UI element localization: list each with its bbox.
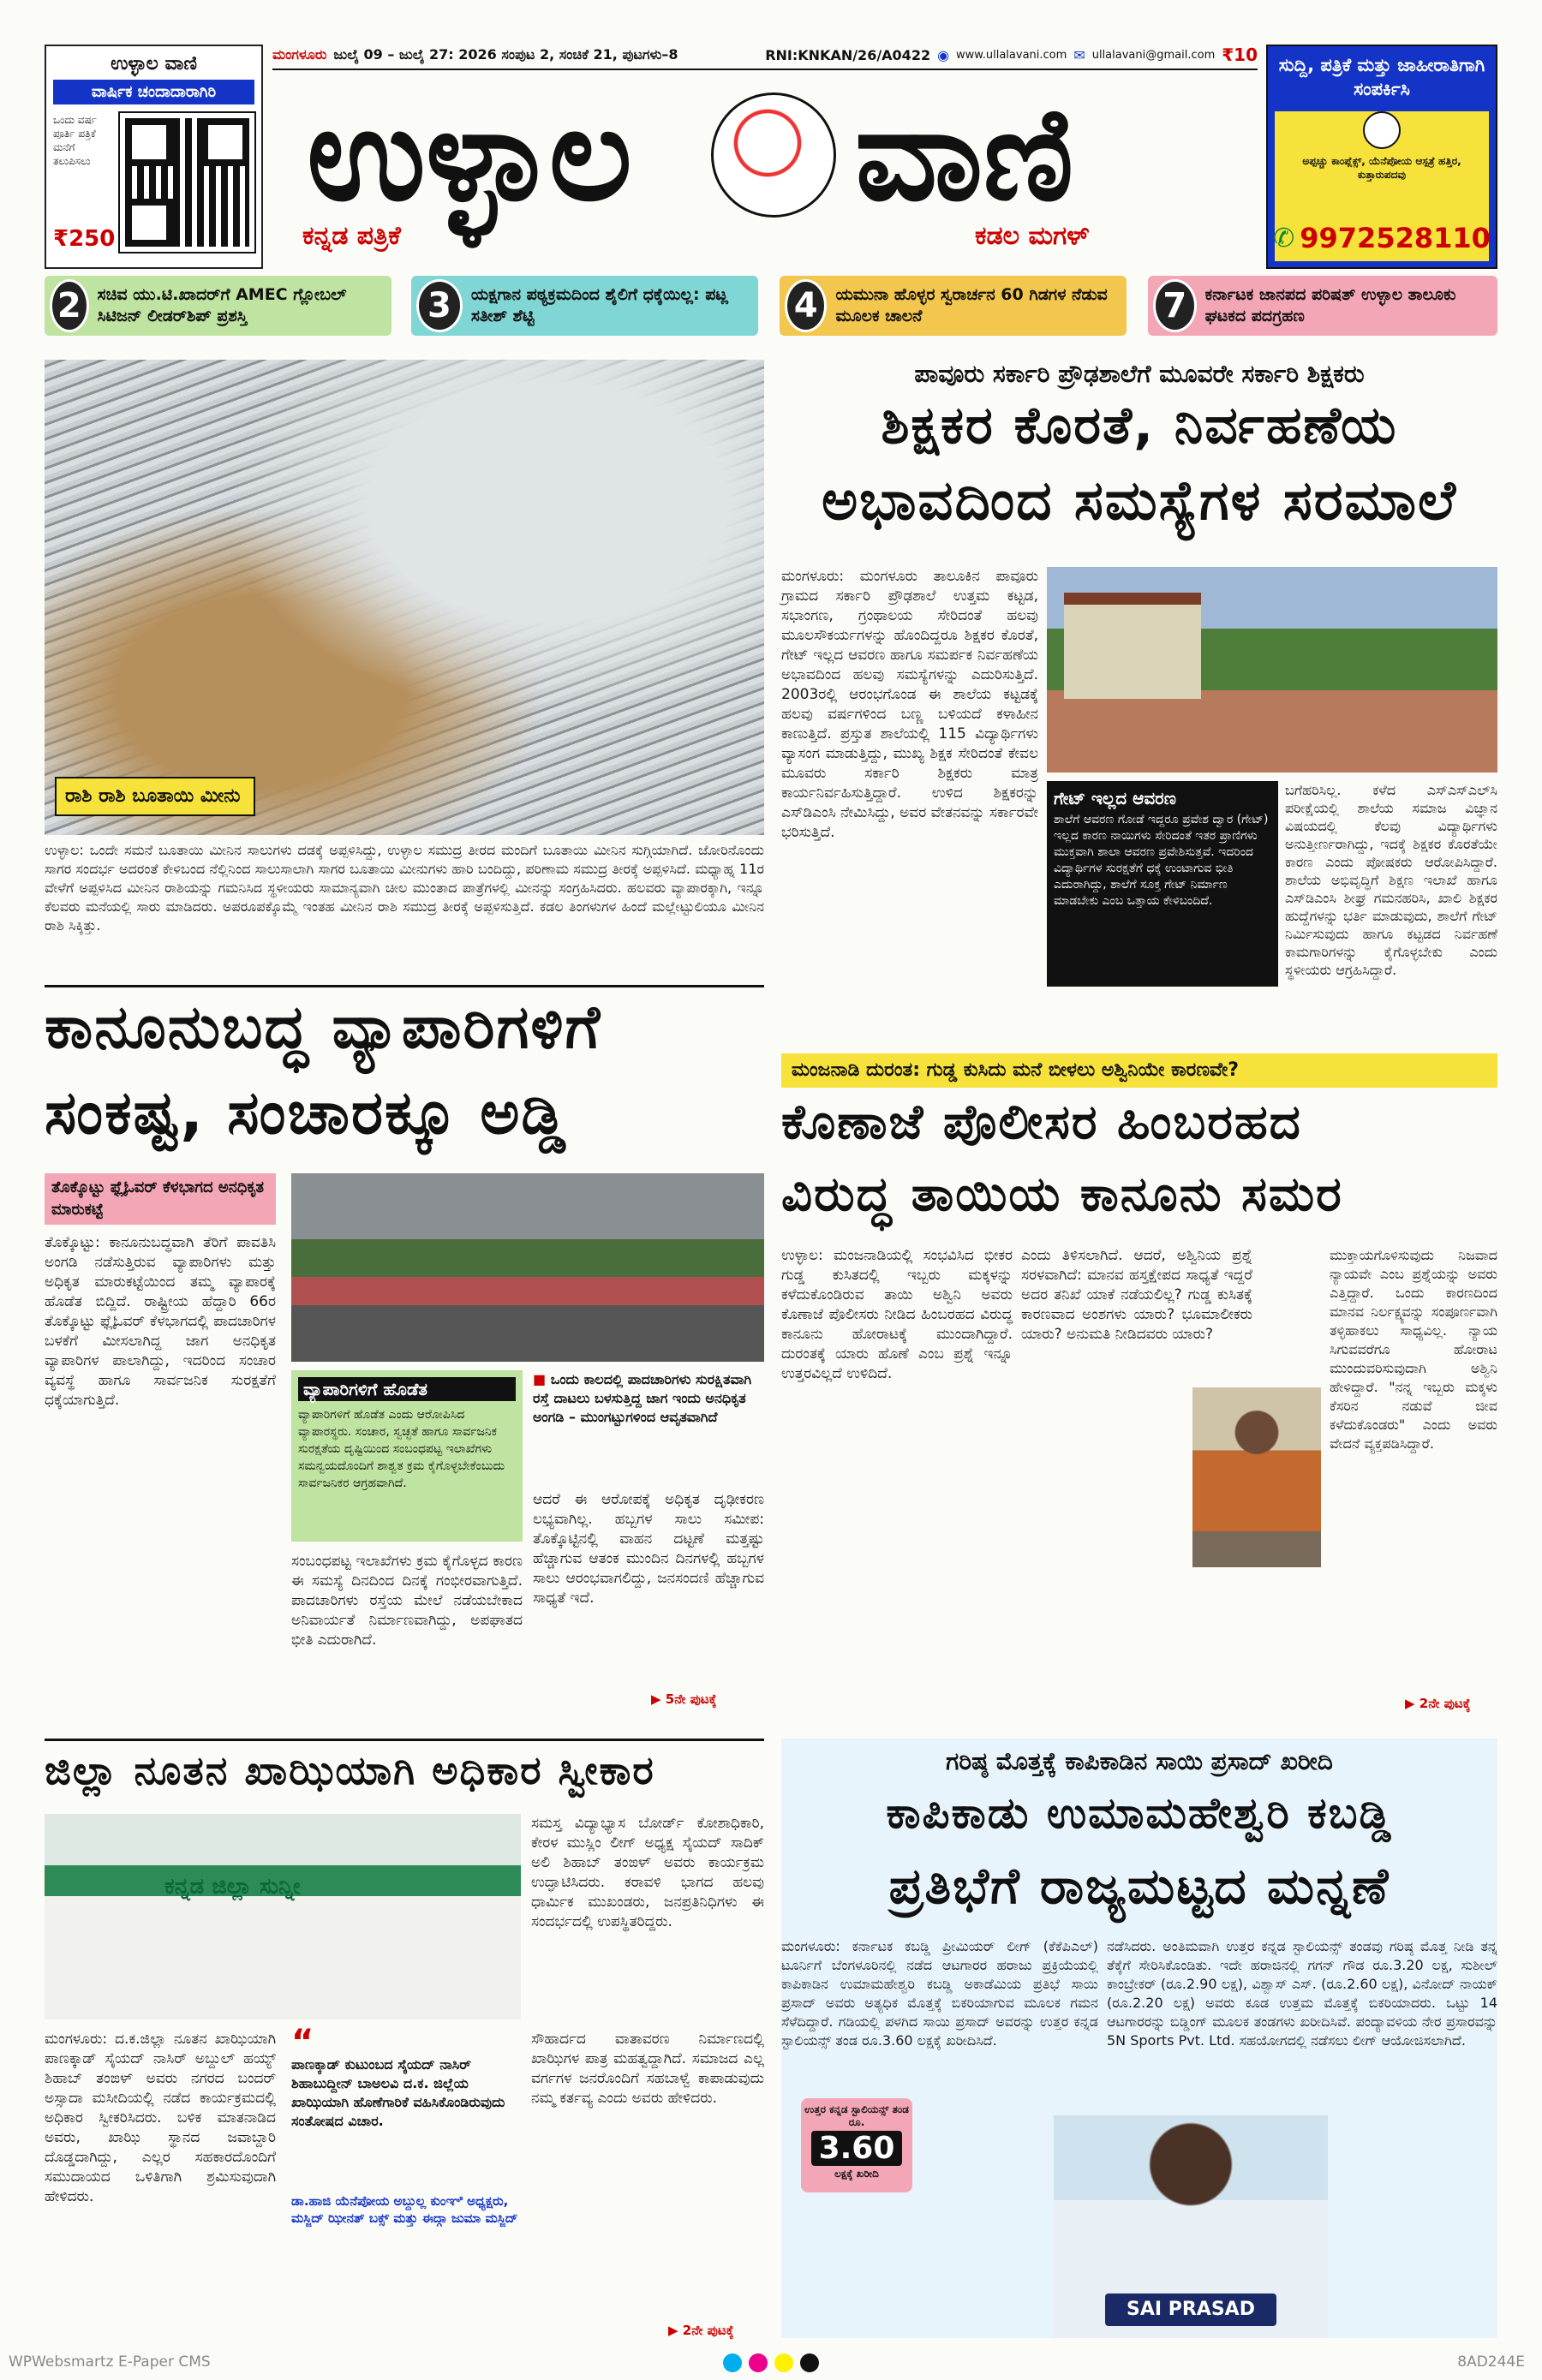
footer-cms: WPWebsmartz E-Paper CMS [9, 2353, 211, 2371]
contact-box [1266, 45, 1497, 269]
district-photo [45, 1814, 521, 2019]
school-caption-text: ಶಾಲೆಗೆ ಆವರಣ ಗೋಡೆ ಇದ್ದರೂ ಪ್ರವೇಶ ದ್ವಾರ (ಗೇಟ್) ಇಲ್ಲದ ಕಾರಣ ನಾಯಿಗಳು ಸೇರಿದಂತೆ ಇತರ ಪ್ರಾಣಿಗಳು ಮುಕ್ತವಾಗಿ ಶಾಲಾ ಆವರಣ ಪ್ರವೇಶಿಸುತ್ತವೆ. ಇದರಿಂದ ವಿದ್ಯಾರ್ಥಿಗಳ ಸುರಕ್ಷತೆಗೆ ಧಕ್ಕೆ ಉಂಟಾಗುವ ಭೀತಿ ಎದುರಾಗಿದ್ದು, ಶಾಲೆಗೆ ಸೂಕ್ತ ಗೇಟ್ ನಿರ್ಮಾಣ ಮಾಡಬೇಕು ಎಂಬ ಒತ್ತಾಯ ಕೇಳಿಬಂದಿದೆ. [1054, 813, 1269, 908]
traders-continued[interactable]: ▶ 5ನೇ ಪುಟಕ್ಕೆ [651, 1691, 717, 1707]
contact-title: ಸುದ್ದಿ, ಪತ್ರಿಕೆ ಮತ್ತು ಜಾಹೀರಾತಿಗಾಗಿ ಸಂಪರ್ಕಿಸಿ [1278, 55, 1485, 99]
traders-continued-label: 5ನೇ ಪುಟಕ್ಕೆ [665, 1691, 717, 1707]
manjanady-photo [1192, 1387, 1321, 1567]
subscribe-price: ₹250 [53, 226, 116, 252]
footer-code: 8AD244E [1457, 2353, 1525, 2371]
kabaddi-price-value: 3.60 [811, 2131, 902, 2166]
district-headline: ಜಿಲ್ಲಾ ನೂತನ ಖಾಝಿಯಾಗಿ ಅಧಿಕಾರ ಸ್ವೀಕಾರ [45, 1747, 655, 1793]
kabaddi-price-unit: ಲಕ್ಷಕ್ಕೆ ಖರೀದಿ [834, 2168, 879, 2180]
website-link[interactable]: www.ullalavani.com [956, 48, 1067, 62]
traders-box-title: ವ್ಯಾಪಾರಿಗಳಿಗೆ ಹೊಡೆತ [298, 1377, 516, 1401]
kabaddi-kicker: ಗರಿಷ್ಠ ಮೊತ್ತಕ್ಕೆ ಕಾಪಿಕಾಡಿನ ಸಾಯಿ ಪ್ರಸಾದ್ ಖರೀದಿ [946, 1747, 1333, 1775]
school-photo-caption-box [1047, 781, 1278, 987]
title-sub-left: ಕನ್ನಡ ಪತ್ರಿಕೆ [302, 221, 401, 251]
teaser-3[interactable] [780, 276, 1127, 336]
subscribe-note: ಒಂದು ವರ್ಷ ಪೂರ್ತಿ ಪತ್ರಿಕೆ ಮನೆಗೆ ತಲುಪಿಸಲು [53, 114, 97, 167]
traders-body-1: ತೊಕ್ಕೊಟ್ಟು: ಕಾನೂನುಬದ್ಧವಾಗಿ ತೆರಿಗೆ ಪಾವತಿಸಿ ಅಂಗಡಿ ನಡೆಸುತ್ತಿರುವ ವ್ಯಾಪಾರಿಗಳು ಮತ್ತು ಅಧಿಕೃತ ಮಾರುಕಟ್ಟೆಯಿಂದ ತಮ್ಮ ವ್ಯಾಪಾರಕ್ಕೆ ಹೊಡೆತ ಬಿದ್ದಿದೆ. ರಾಷ್ಟ್ರೀಯ ಹೆದ್ದಾರಿ 66ರ ತೊಕ್ಕೊಟ್ಟು ಫ್ಲೈಓವರ್ ಕೆಳಭಾಗದಲ್ಲಿ ಪಾದಚಾರಿಗಳ ಬಳಕೆಗೆ ಮೀಸಲಾಗಿದ್ದ ಜಾಗ ಅನಧಿಕೃತ ವ್ಯಾಪಾರಿಗಳ ಪಾಲಾಗಿದ್ದು, ಇದರಿಂದ ಸಂಚಾರ ವ್ಯವಸ್ಥೆ ಹಾಗೂ ಸಾರ್ವಜನಿಕ ಸುರಕ್ಷತೆಗೆ ಧಕ್ಕೆಯಾಗುತ್ತಿದೆ. [45, 1234, 276, 1409]
district-body-3: ಸೌಹಾರ್ದದ ವಾತಾವರಣ ನಿರ್ಮಾಣದಲ್ಲಿ ಖಾಝಿಗಳ ಪಾತ್ರ ಮಹತ್ವದ್ದಾಗಿದೆ. ಸಮಾಜದ ಎಲ್ಲ ವರ್ಗಗಳ ಜನರೊಂದಿಗೆ ಸಹಬಾಳ್ವೆ ಕಾಪಾಡುವುದು ನಮ್ಮ ಕರ್ತವ್ಯ ಎಂದು ಅವರು ಹೇಳಿದರು. [531, 2031, 764, 2107]
title-sub-right: ಕಡಲ ಮಗಳ್ [975, 221, 1090, 251]
school-headline-2: ಅಭಾವದಿಂದ ಸಮಸ್ಯೆಗಳ ಸರಮಾಲೆ [821, 469, 1458, 533]
contact-phone[interactable]: 9972528110 [1300, 222, 1491, 254]
manjanady-continued[interactable]: ▶ 2ನೇ ಪುಟಕ್ಕೆ [1405, 1696, 1471, 1711]
teaser-1[interactable] [45, 276, 391, 336]
subscribe-label: ವಾರ್ಷಿಕ ಚಂದಾದಾರಾಗಿರಿ [53, 80, 254, 104]
manjanady-body-1: ಉಳ್ಳಾಲ: ಮಂಜನಾಡಿಯಲ್ಲಿ ಸಂಭವಿಸಿದ ಭೀಕರ ಗುಡ್ಡ ಕುಸಿತದಲ್ಲಿ ಇಬ್ಬರು ಮಕ್ಕಳನ್ನು ಕಳೆದುಕೊಂಡಿರುವ ತಾಯಿ ಅಶ್ವಿನಿ ಅವರು ಕೊಣಾಜೆ ಪೊಲೀಸರು ನೀಡಿದ ಹಿಂಬರಹದ ವಿರುದ್ಧ ಕಾನೂನು ಹೋರಾಟಕ್ಕೆ ಮುಂದಾಗಿದ್ದಾರೆ. ದುರಂತಕ್ಕೆ ಯಾರು ಹೊಣೆ ಎಂಬ ಪ್ರಶ್ನೆ ಇನ್ನೂ ಉತ್ತರವಿಲ್ಲದೆ ಉಳಿದಿದೆ. [781, 1247, 1013, 1382]
phone-icon: ✆ [1273, 223, 1295, 254]
teaser-page-badge: 7 [1153, 279, 1197, 332]
subscribe-box [45, 45, 263, 269]
district-quote [291, 2023, 523, 2184]
teaser-2[interactable] [411, 276, 758, 336]
traders-box-text: ವ್ಯಾಪಾರಿಗಳಿಗೆ ಹೊಡೆತ ಎಂದು ಆರೋಪಿಸಿದ ವ್ಯಾಪಾರಸ್ಥರು. ಸಂಚಾರ, ಸ್ವಚ್ಛತೆ ಹಾಗೂ ಸಾರ್ವಜನಿಕ ಸುರಕ್ಷತೆಯ ದೃಷ್ಟಿಯಿಂದ ಸಂಬಂಧಪಟ್ಟ ಇಲಾಖೆಗಳು ಸಮನ್ವಯದೊಂದಿಗೆ ಶಾಶ್ವತ ಕ್ರಮ ಕೈಗೊಳ್ಳಬೇಕೆಂಬುದು ಸಾರ್ವಜನಿಕರ ಆಗ್ರಹವಾಗಿದೆ. [298, 1408, 505, 1490]
mermaid-logo-icon [711, 92, 836, 218]
teaser-page-badge: 4 [785, 279, 827, 332]
district-quote-by: ಡಾ.ಹಾಜಿ ಯೆನೆಪೋಯ ಅಬ್ದುಲ್ಲ ಕುಂಞಿ ಅಧ್ಯಕ್ಷರು, ಮಸ್ಜಿದ್ ಝೀನತ್ ಬಕ್ಸ್ ಮತ್ತು ಈದ್ಗಾ ಜುಮಾ ಮಸ್ಜಿದ್ [291, 2193, 518, 2226]
teaser-4[interactable] [1148, 276, 1497, 336]
fish-photo-caption: ರಾಶಿ ರಾಶಿ ಬೂತಾಯಿ ಮೀನು [55, 777, 255, 816]
kabaddi-player-photo [1054, 2115, 1328, 2338]
school-kicker: ಪಾವೂರು ಸರ್ಕಾರಿ ಪ್ರೌಢಶಾಲೆಗೆ ಮೂವರೇ ಸರ್ಕಾರಿ ಶಿಕ್ಷಕರು [914, 360, 1365, 388]
dateline-city: ಮಂಗಳೂರು [272, 46, 327, 63]
email-link[interactable]: ullalavani@gmail.com [1091, 48, 1216, 62]
traders-body-3: ಆದರೆ ಈ ಆರೋಪಕ್ಕೆ ಅಧಿಕೃತ ದೃಢೀಕರಣ ಲಭ್ಯವಾಗಿಲ್ಲ. ಹಬ್ಬಗಳ ಸಾಲು ಸಮೀಪ: ತೊಕ್ಕೊಟ್ಟಿನಲ್ಲಿ ವಾಹನ ದಟ್ಟಣೆ ಮತ್ತಷ್ಟು ಹೆಚ್ಚಾಗುವ ಆತಂಕ ಮುಂದಿನ ದಿನಗಳಲ್ಲಿ ಹಬ್ಬಗಳ ಸಾಲು ಆರಂಭವಾಗಲಿದ್ದು, ಜನಸಂದಣಿ ಹೆಚ್ಚಾಗುವ ಸಾಧ್ಯತೆ ಇದೆ. [533, 1491, 764, 1607]
fish-photo [45, 360, 764, 835]
teaser-text: ಯಕ್ಷಗಾನ ಪಠ್ಯಕ್ರಮದಿಂದ ಶೈಲಿಗೆ ಧಕ್ಕೆಯಿಲ್ಲ: ಪಟ್ಲ ಸತೀಶ್ ಶೆಟ್ಟಿ [470, 285, 729, 325]
kabaddi-body-1: ಮಂಗಳೂರು: ಕರ್ನಾಟಕ ಕಬಡ್ಡಿ ಪ್ರೀಮಿಯರ್ ಲೀಗ್ (ಕೆಕೆಪಿಎಲ್) ಟೂರ್ನಿಗೆ ಬೆಂಗಳೂರಿನಲ್ಲಿ ನಡೆದ ಆಟಗಾರರ ಹರಾಜು ಪ್ರಕ್ರಿಯೆಯಲ್ಲಿ ಕಾಪಿಕಾಡಿನ ಉಮಾಮಹೇಶ್ವರಿ ಕಬಡ್ಡಿ ಅಕಾಡೆಮಿಯ ಪ್ರತಿಭೆ ಸಾಯಿ ಪ್ರಸಾದ್ ಅವರು ಅತ್ಯಧಿಕ ಮೊತ್ತಕ್ಕೆ ಬಿಕರಿಯಾಗುವ ಮೂಲಕ ಗಮನ ಸೆಳೆದಿದ್ದಾರೆ. ಗಡಿಯಲ್ಲಿ ಪಳಗಿದ ಸಾಯಿ ಪ್ರಸಾದ್ ಅವರನ್ನು ಉತ್ತರ ಕನ್ನಡ ಸ್ಟಾಲಿಯನ್ಸ್ ತಂಡ ರೂ.3.60 ಲಕ್ಷಕ್ಕೆ ಖರೀದಿಸಿದೆ. [781, 1938, 1098, 2049]
teaser-page-badge: 3 [416, 279, 463, 332]
school-headline-1: ಶಿಕ್ಷಕರ ಕೊರತೆ, ನಿರ್ವಹಣೆಯ [881, 396, 1398, 456]
traders-kicker: ತೊಕ್ಕೊಟ್ಟು ಫ್ಲೈಓವರ್ ಕೆಳಭಾಗದ ಅನಧಿಕೃತ ಮಾರುಕಟ್ಟೆ [45, 1173, 276, 1225]
manjanady-headline-2: ವಿರುದ್ಧ ತಾಯಿಯ ಕಾನೂನು ಸಮರ [781, 1166, 1343, 1222]
teaser-text: ಯಮುನಾ ಹೊಳ್ಳರ ಸ್ವರಾರ್ಚನ 60 ಗಿಡಗಳ ನೆಡುವ ಮೂಲಕ ಚಾಲನೆ [835, 285, 1108, 325]
price: ₹10 [1222, 45, 1258, 65]
traders-body-2: ಸಂಬಂಧಪಟ್ಟ ಇಲಾಖೆಗಳು ಕ್ರಮ ಕೈಗೊಳ್ಳದ ಕಾರಣ ಈ ಸಮಸ್ಯೆ ದಿನದಿಂದ ದಿನಕ್ಕೆ ಗಂಭೀರವಾಗುತ್ತಿದೆ. ಪಾದಚಾರಿಗಳು ರಸ್ತೆಯ ಮೇಲೆ ನಡೆಯಬೇಕಾದ ಅನಿವಾರ್ಯತೆ ನಿರ್ಮಾಣವಾಗಿದ್ದು, ಅಪಘಾತದ ಭೀತಿ ಎದುರಾಗಿದೆ. [291, 1553, 523, 1649]
title-right: ವಾಣಿ [855, 81, 1074, 230]
bullet-icon: ■ [533, 1371, 551, 1387]
kabaddi-price-label: ಉತ್ತರ ಕನ್ನಡ ಸ್ಟಾಲಿಯನ್ಸ್ ತಂಡ ರೂ. [804, 2103, 909, 2128]
school-body-2: ಬಗೆಹರಿಸಿಲ್ಲ. ಕಳೆದ ಎಸ್‌ಎಸ್‌ಎಲ್‌ಸಿ ಪರೀಕ್ಷೆಯಲ್ಲಿ ಶಾಲೆಯ ಸಮಾಜ ವಿಜ್ಞಾನ ವಿಷಯದಲ್ಲಿ ಕೆಲವು ವಿದ್ಯಾರ್ಥಿಗಳು ಅನುತ್ತೀರ್ಣರಾಗಿದ್ದು, ಇದಕ್ಕೆ ಶಿಕ್ಷಕರ ಕೊರತೆಯೇ ಕಾರಣ ಎಂದು ಪೋಷಕರು ಆರೋಪಿಸಿದ್ದಾರೆ. ಶಾಲೆಯ ಅಭಿವೃದ್ಧಿಗೆ ಶಿಕ್ಷಣ ಇಲಾಖೆ ಹಾಗೂ ಎಸ್‌ಡಿಎಂಸಿ ಶೀಘ್ರ ಗಮನಹರಿಸಿ, ಖಾಲಿ ಶಿಕ್ಷಕರ ಹುದ್ದೆಗಳನ್ನು ಭರ್ತಿ ಮಾಡುವುದು, ಶಾಲೆಗೆ ಗೇಟ್ ನಿರ್ಮಿಸುವುದು ಹಾಗೂ ಕಟ್ಟಡದ ನಿರ್ವಹಣೆ ಕಾಮಗಾರಿಗಳನ್ನು ಕೈಗೊಳ್ಳಬೇಕು ಎಂದು ಸ್ಥಳೀಯರು ಆಗ್ರಹಿಸಿದ್ದಾರೆ. [1285, 782, 1497, 978]
mail-icon: ✉ [1073, 46, 1085, 63]
teaser-page-badge: 2 [50, 279, 89, 332]
qr-code-icon[interactable] [120, 113, 254, 252]
kabaddi-price-badge [801, 2098, 912, 2192]
teaser-text: ಕರ್ನಾಟಕ ಜಾನಪದ ಪರಿಷತ್ ಉಳ್ಳಾಲ ತಾಲೂಕು ಘಟಕದ ಪದಗ್ರಹಣ [1204, 285, 1456, 325]
newspaper-title [272, 74, 1258, 262]
district-banner: ಕನ್ನಡ ಜಿಲ್ಲಾ ಸುನ್ನೀ [164, 1874, 301, 1900]
manjanady-body-2: ಎಂದು ತಿಳಿಸಲಾಗಿದೆ. ಆದರೆ, ಅಶ್ವಿನಿಯ ಪ್ರಶ್ನೆ ಸರಳವಾಗಿದೆ: ಮಾನವ ಹಸ್ತಕ್ಷೇಪದ ಸಾಧ್ಯತೆ ಇದ್ದರೆ ಅದರ ತನಿಖೆ ಯಾಕೆ ನಡೆಯಲಿಲ್ಲ? ಗುಡ್ಡ ಕುಸಿತಕ್ಕೆ ಕಾರಣವಾದ ಅಂಶಗಳು ಯಾರು? ಭೂಮಾಲೀಕರು ಯಾರು? ಅನುಮತಿ ನೀಡಿದವರು ಯಾರು? [1021, 1247, 1252, 1343]
kabaddi-headline-1: ಕಾಪಿಕಾಡು ಉಮಾಮಹೇಶ್ವರಿ ಕಬಡ್ಡಿ [886, 1788, 1393, 1838]
district-body-2: ಸಮಸ್ತ ವಿದ್ಯಾಭ್ಯಾಸ ಬೋರ್ಡ್ ಕೋಶಾಧಿಕಾರಿ, ಕೇರಳ ಮುಸ್ಲಿಂ ಲೀಗ್ ಅಧ್ಯಕ್ಷ ಸೈಯದ್ ಸಾದಿಕ್ ಅಲಿ ಶಿಹಾಬ್ ತಂಙಳ್ ಅವರು ಕಾರ್ಯಕ್ರಮ ಉದ್ಘಾಟಿಸಿದರು. ಕರಾವಳಿ ಭಾಗದ ಹಲವು ಧಾರ್ಮಿಕ ಮುಖಂಡರು, ಜನಪ್ರತಿನಿಧಿಗಳು ಈ ಸಂದರ್ಭದಲ್ಲಿ ಉಪಸ್ಥಿತರಿದ್ದರು. [531, 1815, 764, 1930]
school-caption-title: ಗೇಟ್ ಇಲ್ಲದ ಆವರಣ [1054, 788, 1176, 808]
dateline: ಜುಲೈ 09 – ಜುಲೈ 27: 2026 ಸಂಪುಟ 2, ಸಂಚಿಕೆ 21, ಪುಟಗಳು–8 [333, 46, 678, 63]
kabaddi-headline-2: ಪ್ರತಿಭೆಗೆ ರಾಜ್ಯಮಟ್ಟದ ಮನ್ನಣೆ [888, 1857, 1390, 1915]
school-body-1: ಮಂಗಳೂರು: ಮಂಗಳೂರು ತಾಲೂಕಿನ ಪಾವೂರು ಗ್ರಾಮದ ಸರ್ಕಾರಿ ಪ್ರೌಢಶಾಲೆ ಉತ್ತಮ ಕಟ್ಟಡ, ಸಭಾಂಗಣ, ಗ್ರಂಥಾಲಯ ಸೇರಿದಂತೆ ಹಲವು ಮೂಲಸೌಕರ್ಯಗಳನ್ನು ಹೊಂದಿದ್ದರೂ ಶಿಕ್ಷಕರ ಕೊರತೆ, ಗೇಟ್ ಇಲ್ಲದ ಆವರಣ ಹಾಗೂ ಸಮರ್ಪಕ ನಿರ್ವಹಣೆಯ ಅಭಾವದಿಂದ ಹಲವು ಸಮಸ್ಯೆಗಳನ್ನು ಎದುರಿಸುತ್ತಿದೆ. 2003ರಲ್ಲಿ ಆರಂಭಗೊಂಡ ಈ ಶಾಲೆಯ ಕಟ್ಟಡಕ್ಕೆ ಹಲವು ವರ್ಷಗಳಿಂದ ಬಣ್ಣ ಬಳಿಯದೆ ಕಳಾಹೀನ ಕಾಣುತ್ತಿದೆ. ಪ್ರಸ್ತುತ ಶಾಲೆಯಲ್ಲಿ 115 ವಿದ್ಯಾರ್ಥಿಗಳು ವ್ಯಾಸಂಗ ಮಾಡುತ್ತಿದ್ದು, ಮುಖ್ಯ ಶಿಕ್ಷಕ ಸೇರಿದಂತೆ ಕೇವಲ ಮೂವರು ಸರ್ಕಾರಿ ಶಿಕ್ಷಕರು ಮಾತ್ರ ಕಾರ್ಯನಿರ್ವಹಿಸುತ್ತಿದ್ದಾರೆ. ಉಳಿದ ಶಿಕ್ಷಕರನ್ನು ಎಸ್‌ಡಿಎಂಸಿ ನೇಮಿಸಿದ್ದು, ಅವರ ವೇತನವನ್ನು ಸರ್ಕಾರವೇ ಭರಿಸುತ್ತಿದೆ. [781, 568, 1038, 841]
school-photo [1047, 567, 1497, 772]
dateline-bar [272, 41, 1258, 70]
teaser-text: ಸಚಿವ ಯು.ಟಿ.ಖಾದರ್‌ಗೆ AMEC ಗ್ಲೋಬಲ್ ಸಿಟಿಜನ್ ಲೀಡರ್‌ಶಿಪ್ ಪ್ರಶಸ್ತಿ [97, 285, 347, 325]
traders-bullet-text: ಒಂದು ಕಾಲದಲ್ಲಿ ಪಾದಚಾರಿಗಳು ಸುರಕ್ಷಿತವಾಗಿ ರಸ್ತೆ ದಾಟಲು ಬಳಸುತ್ತಿದ್ದ ಜಾಗ ಇಂದು ಅನಧಿಕೃತ ಅಂಗಡಿ – ಮುಂಗಟ್ಟುಗಳಿಂದ ಆವೃತವಾಗಿದೆ [533, 1371, 752, 1425]
manjanady-kicker: ಮಂಜನಾಡಿ ದುರಂತ: ಗುಡ್ಡ ಕುಸಿದು ಮನೆ ಬೀಳಲು ಅಶ್ವಿನಿಯೇ ಕಾರಣವೇ? [781, 1053, 1497, 1088]
title-left: ಉಳ್ಳಾಲ [307, 81, 632, 230]
contact-address: ಅಪ್ಪಚ್ಚು ಕಾಂಪ್ಲೆಕ್ಸ್, ಯೆನೆಪೋಯ ಆಸ್ಪತ್ರೆ ಹತ್ತಿರ, ಕುತ್ತಾರುಪದವು [1302, 155, 1461, 181]
quote-icon: “ [291, 2023, 314, 2062]
district-body-1: ಮಂಗಳೂರು: ದ.ಕ.ಜಿಲ್ಲಾ ನೂತನ ಖಾಝಿಯಾಗಿ ಪಾಣಕ್ಕಾಡ್ ಸೈಯದ್ ನಾಸಿರ್ ಅಬ್ದುಲ್ ಹಯ್ಯ್ ಶಿಹಾಬ್ ತಂಙಳ್ ಅವರು ನಗರದ ಬಂದರ್ ಅಸ್ಸಾದಾ ಮಸೀದಿಯಲ್ಲಿ ನಡೆದ ಕಾರ್ಯಕ್ರಮದಲ್ಲಿ ಅಧಿಕಾರ ಸ್ವೀಕರಿಸಿದರು. ಬಳಿಕ ಮಾತನಾಡಿದ ಅವರು, ಖಾಝಿ ಸ್ಥಾನದ ಜವಾಬ್ದಾರಿ ದೊಡ್ಡದಾಗಿದ್ದು, ಎಲ್ಲರ ಸಹಕಾರದೊಂದಿಗೆ ಸಮುದಾಯದ ಒಳಿತಿಗಾಗಿ ಶ್ರಮಿಸುವುದಾಗಿ ಹೇಳಿದರು. [45, 2031, 276, 2205]
registration-marks [514, 2353, 1028, 2374]
manjanady-headline-1: ಕೊಣಾಜೆ ಪೊಲೀಸರ ಹಿಂಬರಹದ [781, 1095, 1302, 1150]
manjanady-body-3: ಮುಕ್ತಾಯಗೊಳಿಸುವುದು ನಿಜವಾದ ನ್ಯಾಯವೇ ಎಂಬ ಪ್ರಶ್ನೆಯನ್ನು ಅವರು ಎತ್ತಿದ್ದಾರೆ. ಒಂದು ಕಾರಣದಿಂದ ಮಾನವ ನಿರ್ಲಕ್ಷ್ಯವನ್ನು ಸಂಪೂರ್ಣವಾಗಿ ತಳ್ಳಿಹಾಕಲು ಸಾಧ್ಯವಿಲ್ಲ. ನ್ಯಾಯ ಸಿಗುವವರೆಗೂ ಹೋರಾಟ ಮುಂದುವರಿಸುವುದಾಗಿ ಅಶ್ವಿನಿ ಹೇಳಿದ್ದಾರೆ. "ನನ್ನ ಇಬ್ಬರು ಮಕ್ಕಳು ಕೆಸರಿನ ನಡುವೆ ಜೀವ ಕಳೆದುಕೊಂಡರು" ಎಂದು ಅವರು ವೇದನೆ ವ್ಯಕ್ತಪಡಿಸಿದ್ದಾರೆ. [1330, 1247, 1497, 1452]
traders-box [291, 1370, 523, 1542]
contact-logo-icon [1363, 111, 1401, 149]
district-quote-text: ಪಾಣಕ್ಕಾಡ್ ಕುಟುಂಬದ ಸೈಯದ್ ನಾಸಿರ್ ಶಿಹಾಬುದ್ದೀನ್ ಬಾಅಲವಿ ದ.ಕ. ಜಿಲ್ಲೆಯ ಖಾಝಿಯಾಗಿ ಹೊಣೆಗಾರಿಕೆ ವಹಿಸಿಕೊಂಡಿರುವುದು ಸಂತೋಷದ ವಿಚಾರ. [291, 2056, 505, 2129]
kabaddi-body-2: ನಡೆಸಿದರು. ಅಂತಿಮವಾಗಿ ಉತ್ತರ ಕನ್ನಡ ಸ್ಟಾಲಿಯನ್ಸ್ ತಂಡವು ಗರಿಷ್ಠ ಮೊತ್ತ ನೀಡಿ ತನ್ನ ತೆಕ್ಕೆಗೆ ಸೇರಿಸಿಕೊಂಡಿತು. ಇದೇ ಹರಾಜಿನಲ್ಲಿ ಗಗನ್ ಗೌಡ ರೂ.3.20 ಲಕ್ಷ, ಸುಶೀಲ್ ಕಾಂಬ್ರೇಕರ್ (ರೂ.2.90 ಲಕ್ಷ), ವಿಶ್ವಾಸ್ ಎಸ್. (ರೂ.2.60 ಲಕ್ಷ), ವಿನೋದ್ ನಾಯಕ್ (ರೂ.2.20 ಲಕ್ಷ) ಅವರು ಕೂಡ ಉತ್ತಮ ಮೊತ್ತಕ್ಕೆ ಬಿಕರಿಯಾದರು. ಒಟ್ಟು 14 ಆಟಗಾರರನ್ನು ಬಿಡ್ಡಿಂಗ್ ಮೂಲಕ ತಂಡಗಳು ಖರೀದಿಸಿವೆ. ಪಂದ್ಯಾವಳಿಯ ನೇರ ಪ್ರಸಾರವನ್ನು 5N Sports Pvt. Ltd. ಸಹಯೋಗದಲ್ಲಿ ನಡೆಸಲು ಲೀಗ್ ಆಯೋಜಿಸಲಾಗಿದೆ. [1107, 1938, 1497, 2049]
traders-headline-1: ಕಾನೂನುಬದ್ಧ ವ್ಯಾಪಾರಿಗಳಿಗೆ [45, 992, 602, 1062]
traders-bullet [533, 1370, 764, 1482]
district-continued[interactable]: ▶ 2ನೇ ಪುಟಕ್ಕೆ [668, 2323, 734, 2338]
traders-headline-2: ಸಂಕಷ್ಟ, ಸಂಚಾರಕ್ಕೂ ಅಡ್ಡಿ [45, 1077, 568, 1148]
kabaddi-player-name: SAI PRASAD [1105, 2294, 1276, 2326]
subscribe-title: ಉಳ್ಳಾಲ ವಾಣಿ [111, 53, 197, 75]
district-continued-label: 2ನೇ ಪುಟಕ್ಕೆ [682, 2323, 734, 2338]
fish-body: ಉಳ್ಳಾಲ: ಒಂದೇ ಸಮನೆ ಬೂತಾಯಿ ಮೀನಿನ ಸಾಲುಗಳು ದಡಕ್ಕೆ ಅಪ್ಪಳಿಸಿದ್ದು, ಉಳ್ಳಾಲ ಸಮುದ್ರ ತೀರದ ಮಂದಿಗೆ ಬೂತಾಯಿ ಮೀನಿನ ಸುಗ್ಗಿಯಾಗಿದೆ. ಜೋರಿನೊಂದು ಸಾಗರ ಸಂದರ್ಭ ಅದರಂತೆ ಕೇಳಿಬಂದ ನೆಲ್ಲಿನಿಂದ ಸಾಲುಸಾಲಾಗಿ ಸಾಗರ ಬೂತಾಯಿ ಮೀನುಗಳು ಹಾರಿ ಬಂದಿದ್ದು, ಪರಿಣಾಮ ಸಮುದ್ರ ತೀರಕ್ಕೆ ಅಪ್ಪಳಿಸಿದೆ. ಮಧ್ಯಾಹ್ನ 11ರ ವೇಳೆಗೆ ಅಪ್ಪಳಿಸಿದ ಮೀನಿನ ರಾಶಿಯನ್ನು ಗಮನಿಸಿದ ಸ್ಥಳೀಯರು ಸಾಮಾನ್ಯವಾಗಿ ಚೀಲ ಮುಂತಾದ ಪಾತ್ರೆಗಳಲ್ಲಿ ಮೀನನ್ನು ಸಂಗ್ರಹಿಸಿದರು. ಹಲವರು ವ್ಯಾಪಾರಕ್ಕಾಗಿ, ಇನ್ನೂ ಕೆಲವರು ಮನೆಯಲ್ಲಿ ಸಾರು ಮಾಡಿದರು. ಅಪರೂಪಕ್ಕೊಮ್ಮೆ ಇಂತಹ ಮೀನಿನ ರಾಶಿ ಸಮುದ್ರ ತೀರಕ್ಕೆ ಅಪ್ಪಳಿಸುತ್ತಿದೆ. ಕಡಲ ತಿಂಗಳುಗಳ ಹಿಂದೆ ಮಲ್ಲೇಟ್ಟುಲಿಯೂ ಮೀನಿನ ರಾಶಿ ಸಿಕ್ಕಿತ್ತು. [45, 842, 764, 934]
traders-photo [291, 1173, 764, 1362]
rni-number: RNI:KNKAN/26/A0422 [765, 46, 931, 63]
globe-icon: ◉ [937, 46, 950, 63]
manjanady-continued-label: 2ನೇ ಪುಟಕ್ಕೆ [1419, 1696, 1471, 1711]
